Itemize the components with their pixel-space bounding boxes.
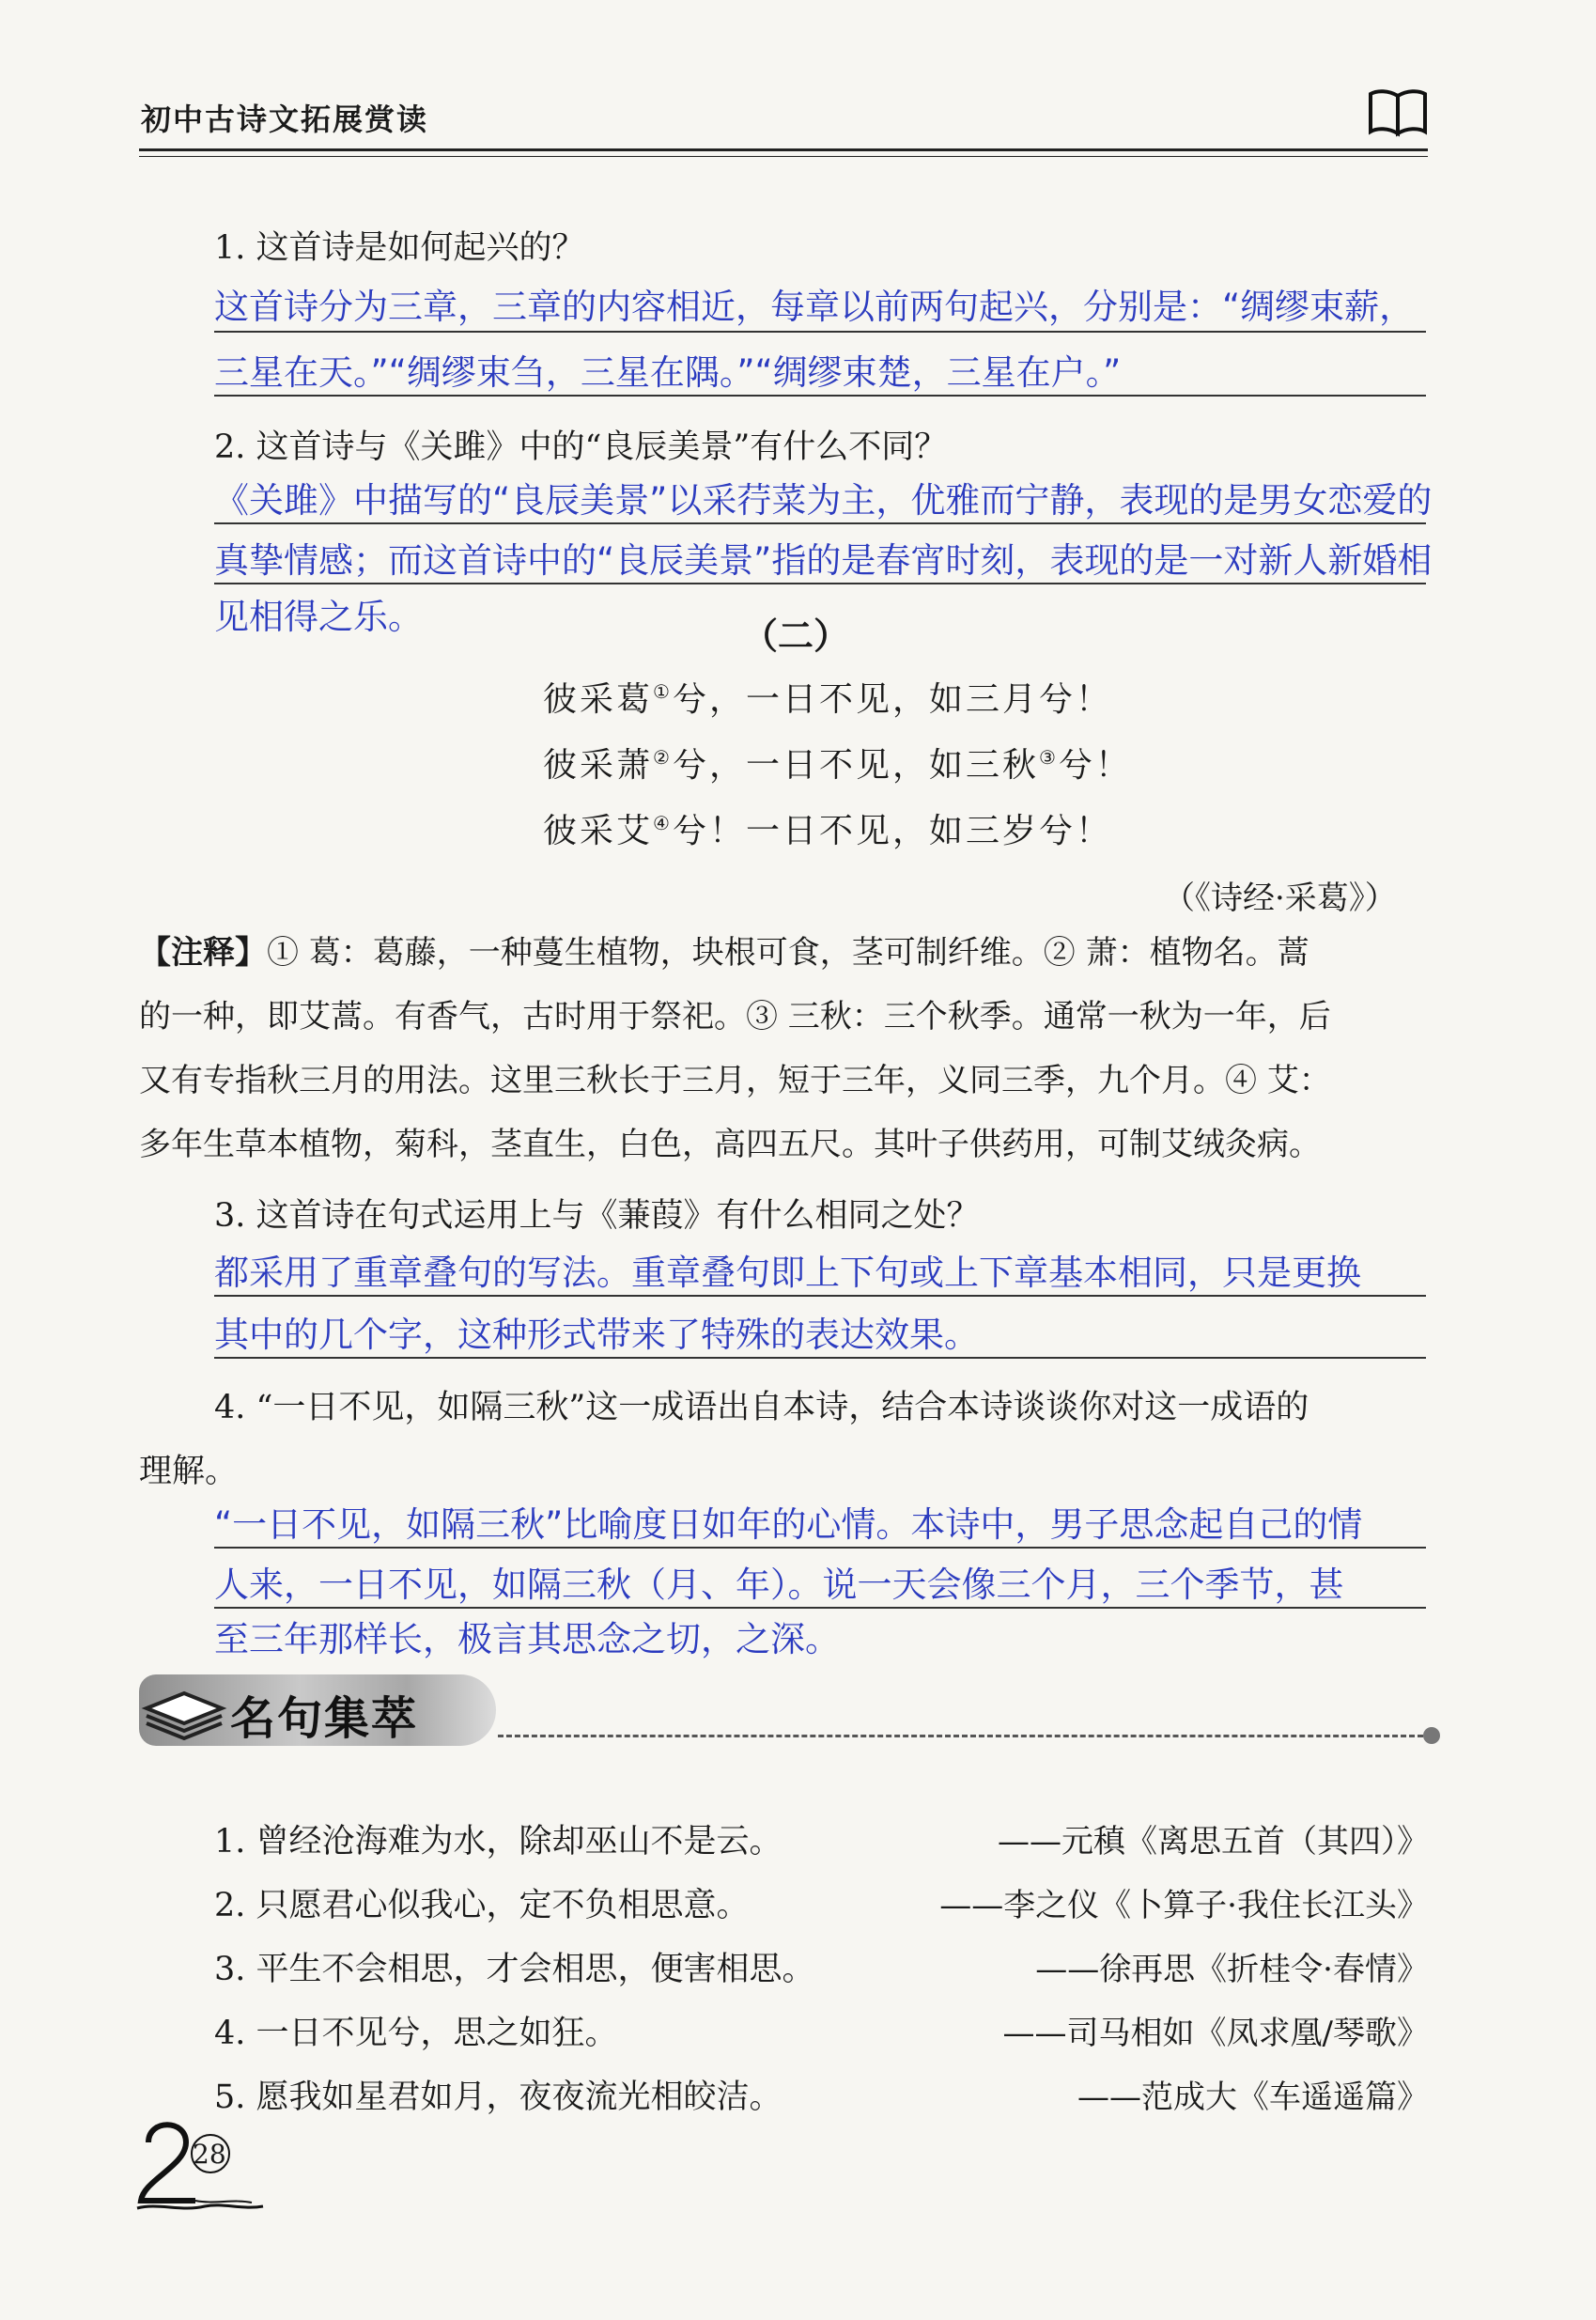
quote-source: ——李之仪《卜算子·我住长江头》 <box>939 1887 1429 1924</box>
open-book-icon <box>141 1680 227 1742</box>
answer-2-line-1: 《关雎》中描写的“良辰美景”以采荇菜为主，优雅而宁静，表现的是男女恋爱的 <box>214 480 1433 521</box>
quote-text: 5. 愿我如星君如月，夜夜流光相皎洁。 <box>214 2079 783 2116</box>
quote-text: 4. 一日不见兮，思之如狂。 <box>214 2015 618 2052</box>
poem-source: （《诗经·采葛》） <box>1163 880 1397 917</box>
poem-line-3: 彼采艾④兮！一日不见，如三岁兮！ <box>543 812 1112 850</box>
answer-underline <box>214 583 1426 584</box>
header-title: 初中古诗文拓展赏读 <box>141 101 429 137</box>
question-2: 2. 这首诗与《关雎》中的“良辰美景”有什么不同？ <box>214 428 948 466</box>
note-line-3: 又有专指秋三月的用法。这里三秋长于三月，短于三年，义同三季，九个月。④ 艾： <box>139 1062 1331 1099</box>
answer-2-line-2: 真挚情感；而这首诗中的“良辰美景”指的是春宵时刻，表现的是一对新人新婚相 <box>214 540 1433 581</box>
quote-text: 2. 只愿君心似我心，定不负相思意。 <box>214 1887 750 1924</box>
question-3: 3. 这首诗在句式运用上与《蒹葭》有什么相同之处？ <box>214 1197 980 1235</box>
answer-underline <box>214 522 1426 524</box>
answer-2-line-3: 见相得之乐。 <box>214 597 423 637</box>
quote-source: ——徐再思《折桂令·春情》 <box>1035 1951 1429 1988</box>
question-1: 1. 这首诗是如何起兴的？ <box>214 229 585 267</box>
quote-source: ——范成大《车遥遥篇》 <box>1077 2079 1429 2116</box>
note-line-4: 多年生草本植物，菊科，茎直生，白色，高四五尺。其叶子供药用，可制艾绒灸病。 <box>139 1126 1321 1163</box>
divider-dot <box>1423 1727 1440 1744</box>
question-4-line-2: 理解。 <box>139 1453 239 1490</box>
poem-line-2: 彼采萧②兮，一日不见，如三秋③兮！ <box>543 746 1132 785</box>
header-rule <box>139 148 1428 151</box>
note-line-2: 的一种，即艾蒿。有香气，古时用于祭祀。③ 三秋：三个秋季。通常一秋为一年，后 <box>139 998 1331 1035</box>
answer-underline <box>214 1295 1426 1297</box>
question-4-line-1: 4. “一日不见，如隔三秋”这一成语出自本诗，结合本诗谈谈你对这一成语的 <box>214 1389 1309 1426</box>
poem-line-1: 彼采葛①兮，一日不见，如三月兮！ <box>543 680 1112 719</box>
note-line-1: 【注释】① 葛：葛藤，一种蔓生植物，块根可食，茎可制纤维。② 萧：植物名。蒿 <box>139 934 1309 972</box>
answer-underline <box>214 331 1426 333</box>
header-rule-thin <box>139 156 1428 157</box>
quote-source: ——司马相如《凤求凰/琴歌》 <box>1002 2015 1429 2052</box>
quote-source: ——元稹《离思五首（其四）》 <box>998 1823 1429 1861</box>
answer-1-line-2: 三星在天。”“绸缪束刍，三星在隅。”“绸缪束楚，三星在户。” <box>214 352 1122 393</box>
answer-underline <box>214 1547 1426 1549</box>
answer-underline <box>214 1357 1426 1359</box>
answer-3-line-2: 其中的几个字，这种形式带来了特殊的表达效果。 <box>214 1315 979 1355</box>
answer-4-line-3: 至三年那样长，极言其思念之切，之深。 <box>214 1619 840 1659</box>
dashed-divider <box>498 1735 1423 1737</box>
book-icon <box>1368 86 1428 137</box>
answer-4-line-2: 人来，一日不见，如隔三秋（月、年）。说一天会像三个月，三个季节，甚 <box>214 1565 1344 1605</box>
answer-underline <box>214 1607 1426 1609</box>
answer-underline <box>214 395 1426 397</box>
quote-text: 1. 曾经沧海难为水，除却巫山不是云。 <box>214 1823 783 1861</box>
page-number: 28 <box>193 2139 226 2170</box>
quote-text: 3. 平生不会相思，才会相思，便害相思。 <box>214 1951 815 1988</box>
section-title: （二） <box>742 615 850 657</box>
answer-3-line-1: 都采用了重章叠句的写法。重章叠句即上下句或上下章基本相同，只是更换 <box>214 1253 1361 1293</box>
quotes-section-title: 名句集萃 <box>230 1692 419 1745</box>
answer-1-line-1: 这首诗分为三章，三章的内容相近，每章以前两句起兴，分别是：“绸缪束薪， <box>214 287 1415 327</box>
answer-4-line-1: “一日不见，如隔三秋”比喻度日如年的心情。本诗中，男子思念起自己的情 <box>214 1504 1363 1545</box>
